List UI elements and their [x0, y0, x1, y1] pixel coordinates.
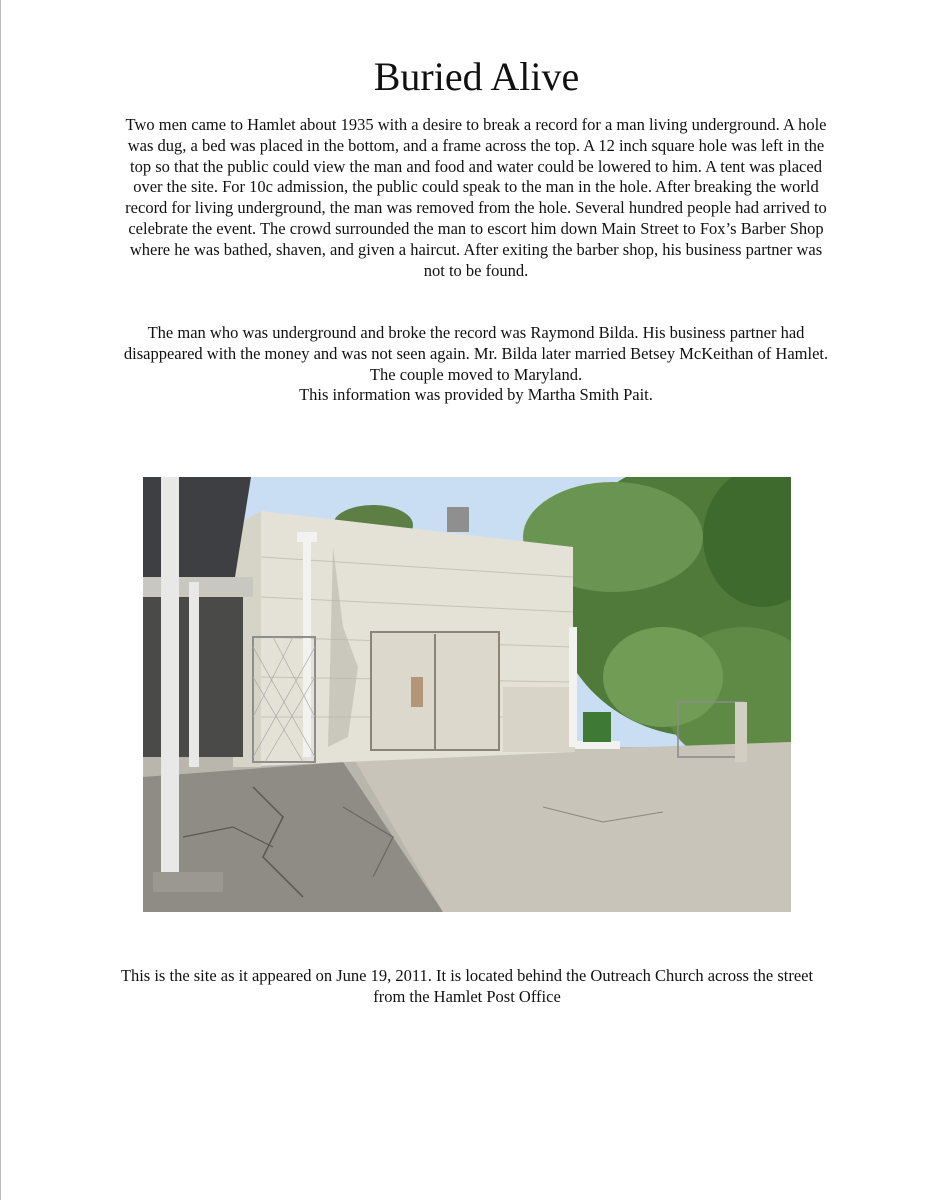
page-edge — [0, 0, 1, 1200]
source-credit: This information was provided by Martha Smith Pait. — [299, 385, 653, 405]
story-paragraph-2 — [120, 323, 832, 406]
photo-caption: This is the site as it appeared on June 19, 2011. It is located behind the Outreach Church across the street from the Hamlet Post Office — [120, 966, 814, 1006]
story-paragraph-2-text: The man who was underground and broke the record was Raymond Bilda. His business partner had disappeared with the money and was not seen again. Mr. Bilda later married Betsey McKeithan of Hamlet. The couple moved to Maryland. — [123, 323, 829, 384]
site-photo — [143, 477, 791, 912]
page-title: Buried Alive — [373, 54, 580, 99]
story-paragraph-1: Two men came to Hamlet about 1935 with a desire to break a record for a man living underground. A hole was dug, a bed was placed in the bottom, and a frame across the top. A 12 inch square hole was left in the top so that the public could view the man and food and water could be lowered to him. A tent was placed over the site. For 10c admission, the public could speak to the man in the hole. After breaking the world record for living underground, the man was removed from the hole. Several hundred people had arrived to celebrate the event. The crowd surrounded the man to escort him down Main Street to Fox’s Barber Shop where he was bathed, shaven, and given a haircut. After exiting the barber shop, his business partner was not to be found. — [125, 115, 827, 280]
